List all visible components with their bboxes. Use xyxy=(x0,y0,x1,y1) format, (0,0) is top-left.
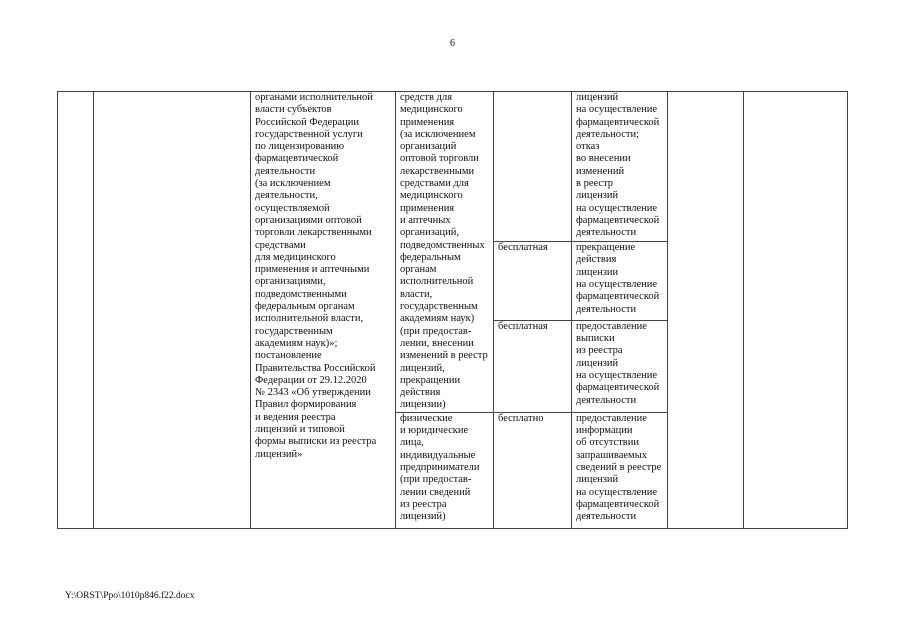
cell-fee xyxy=(494,92,572,242)
applicants-text-b: физические и юридические лица, индивидуальные предприниматели (при предостав- лении сведений из реестра лицензий) xyxy=(400,412,480,523)
page-number: 6 xyxy=(450,38,455,49)
cell-legal-basis xyxy=(251,92,396,529)
cell-number xyxy=(58,92,94,529)
cell-result xyxy=(572,242,668,321)
cell-service-name xyxy=(94,92,251,529)
cell-fee xyxy=(494,412,572,528)
services-table xyxy=(57,91,848,529)
cell-result xyxy=(572,412,668,528)
fee-text: бесплатная xyxy=(498,320,548,332)
cell-empty-b xyxy=(744,92,848,529)
cell-fee xyxy=(494,320,572,412)
result-text: предоставление выписки из реестра лицензий на осуществление фармацевтической деятельности xyxy=(576,320,660,406)
fee-text: бесплатная xyxy=(498,242,548,254)
cell-result xyxy=(572,92,668,242)
cell-result xyxy=(572,320,668,412)
cell-fee xyxy=(494,242,572,321)
table-row xyxy=(58,92,848,242)
cell-applicants-a xyxy=(396,92,494,413)
applicants-text-a: средств для медицинского применения (за исключением организаций оптовой торговли лекарственными средствами для медицинского применения и аптечных организаций, подведомственных федеральным органам исполнительной власти, государственным академиям наук) (при предостав- лении, внесении изменений в реестр лицензий, прекращении действия лицензии) xyxy=(400,92,488,411)
fee-text: бесплатно xyxy=(498,412,544,424)
footer-file-path: Y:\ORST\Ppo\1010p846.f22.docx xyxy=(65,591,195,601)
result-text: предоставление информации об отсутствии запрашиваемых сведений в реестре лицензий на осуществление фармацевтической деятельности xyxy=(576,412,662,523)
cell-applicants-b xyxy=(396,412,494,528)
result-text: прекращение действия лицензии на осуществление фармацевтической деятельности xyxy=(576,242,660,315)
legal-basis-text: органами исполнительной власти субъектов Российской Федерации государственной услуги по лицензированию фармацевтической деятельности (за исключением деятельности, осуществляемой организациями оптовой торговли лекарственными средствами для медицинского применения и аптечными организациями, подведомственными федеральным органам исполнительной власти, государственным академиям наук)»; постановление Правительства Российской Федерации от 29.12.2020 № 2343 «Об утверждении Правил формирования и ведения реестра лицензий и типовой формы выписки из реестра лицензий» xyxy=(255,92,377,460)
cell-empty-a xyxy=(668,92,744,529)
result-text: лицензий на осуществление фармацевтической деятельности; отказ во внесении изменений в реестр лицензий на осуществление фармацевтической деятельности xyxy=(576,92,660,239)
